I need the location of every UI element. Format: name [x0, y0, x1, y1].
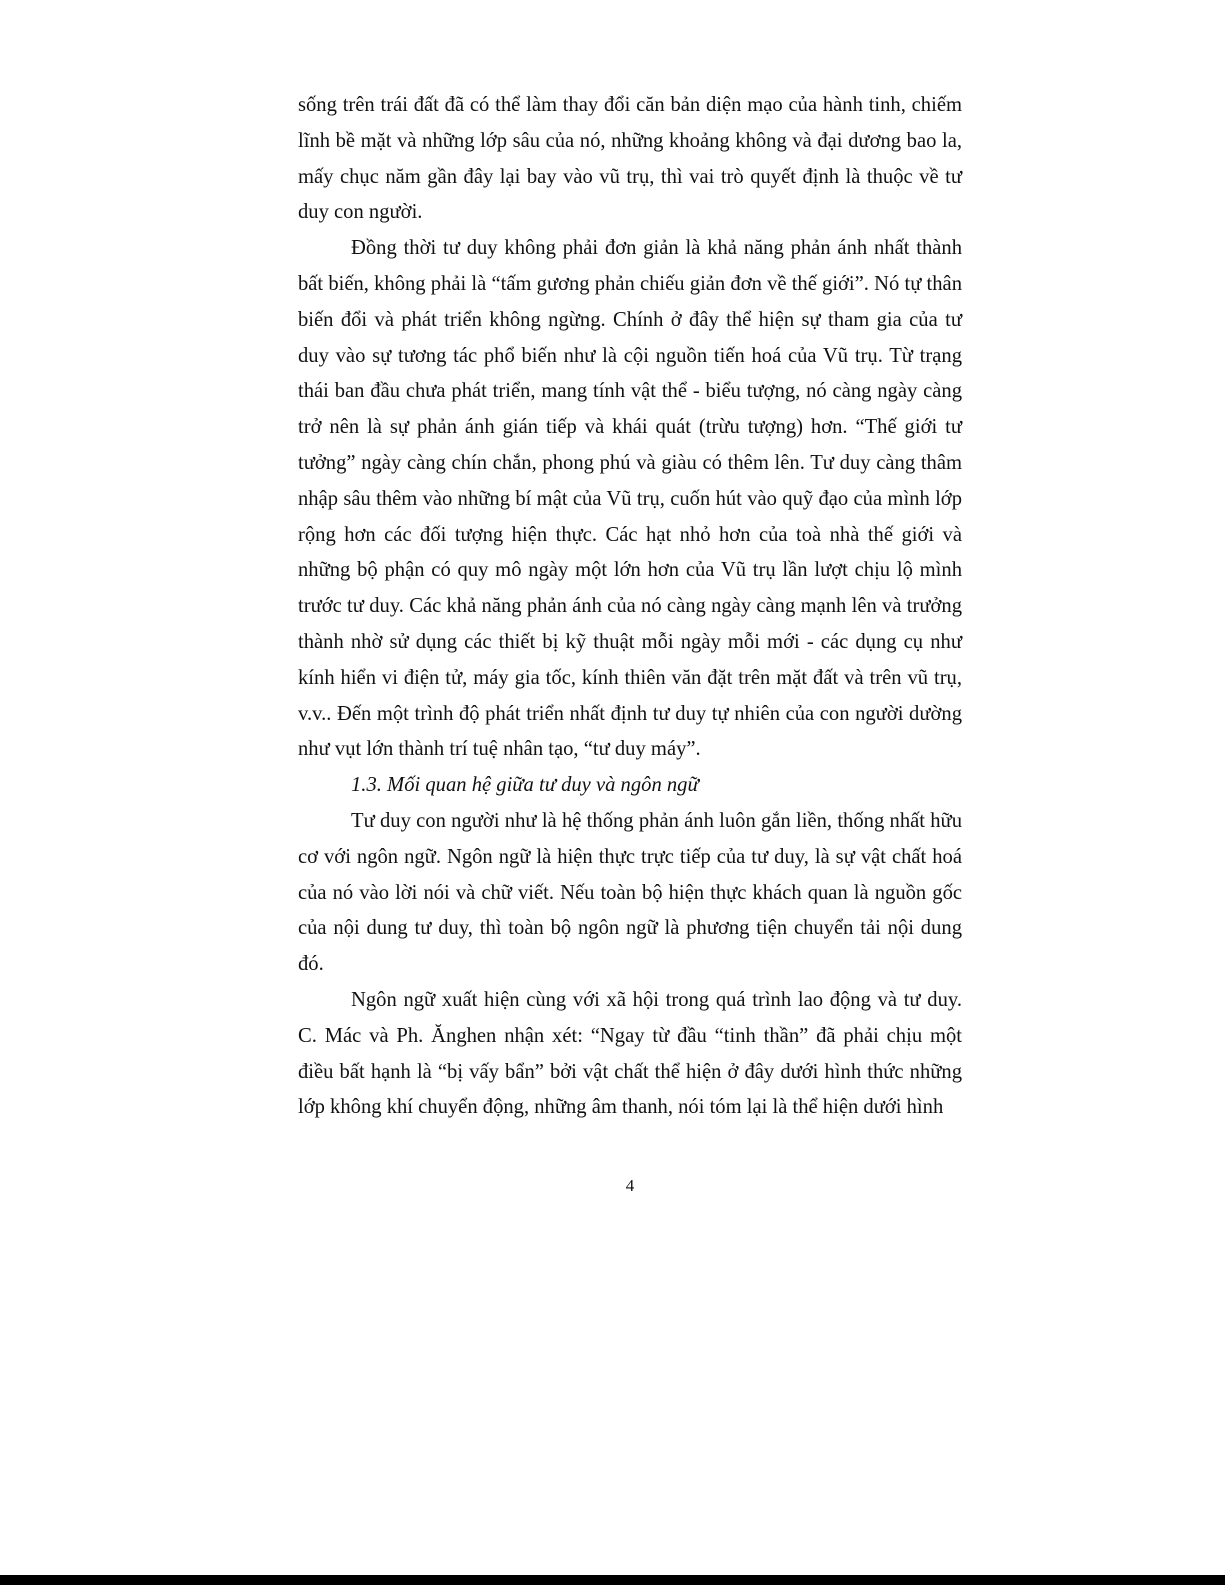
paragraph-thought-language: Tư duy con người như là hệ thống phản ánh luôn gắn liền, thống nhất hữu cơ với ngôn ngữ. Ngôn ngữ là hiện thực trực tiếp của tư duy, là sự vật chất hoá của nó vào lời nói và chữ viết. Nếu toàn bộ hiện thực khách quan là nguồn gốc của nội dung tư duy, thì toàn bộ ngôn ngữ là phương tiện chuyển tải nội dung đó.	[298, 809, 962, 976]
section-heading: 1.3. Mối quan hệ giữa tư duy và ngôn ngữ	[351, 774, 699, 797]
scan-bottom-edge	[0, 1575, 1225, 1585]
page-number: 4	[625, 1176, 635, 1195]
paragraph-continuation: sống trên trái đất đã có thể làm thay đổi căn bản diện mạo của hành tinh, chiếm lĩnh bề mặt và những lớp sâu của nó, những khoảng không và đại dương bao la, mấy chục năm gần đây lại bay vào vũ trụ, thì vai trò quyết định là thuộc về tư duy con người.	[298, 94, 962, 224]
body-text	[298, 88, 962, 1126]
paragraph-language-origin: Ngôn ngữ xuất hiện cùng với xã hội trong quá trình lao động và tư duy. C. Mác và Ph. Ănghen nhận xét: “Ngay từ đầu “tinh thần” đã phải chịu một điều bất hạnh là “bị vấy bẩn” bởi vật chất thể hiện ở đây dưới hình thức những lớp không khí chuyển động, những âm thanh, nói tóm lại là thể hiện dưới hình	[298, 988, 962, 1119]
paragraph-thought-evolution: Đồng thời tư duy không phải đơn giản là khả năng phản ánh nhất thành bất biến, không phải là “tấm gương phản chiếu giản đơn về thế giới”. Nó tự thân biến đổi và phát triển không ngừng. Chính ở đây thể hiện sự tham gia của tư duy vào sự tương tác phổ biến như là cội nguồn tiến hoá của Vũ trụ. Từ trạng thái ban đầu chưa phát triển, mang tính vật thể - biểu tượng, nó càng ngày càng trở nên là sự phản ánh gián tiếp và khái quát (trừu tượng) hơn. “Thế giới tư tưởng” ngày càng chín chắn, phong phú và giàu có thêm lên. Tư duy càng thâm nhập sâu thêm vào những bí mật của Vũ trụ, cuốn hút vào quỹ đạo của mình lớp rộng hơn các đối tượng hiện thực. Các hạt nhỏ hơn của toà nhà thế giới và những bộ phận có quy mô ngày một lớn hơn của Vũ trụ lần lượt chịu lộ mình trước tư duy. Các khả năng phản ánh của nó càng ngày càng mạnh lên và trưởng thành nhờ sử dụng các thiết bị kỹ thuật mỗi ngày mỗi mới - các dụng cụ như kính hiển vi điện tử, máy gia tốc, kính thiên văn đặt trên mặt đất và trên vũ trụ, v.v.. Đến một trình độ phát triển nhất định tư duy tự nhiên của con người dường như vụt lớn thành trí tuệ nhân tạo, “tư duy máy”.	[298, 237, 962, 761]
